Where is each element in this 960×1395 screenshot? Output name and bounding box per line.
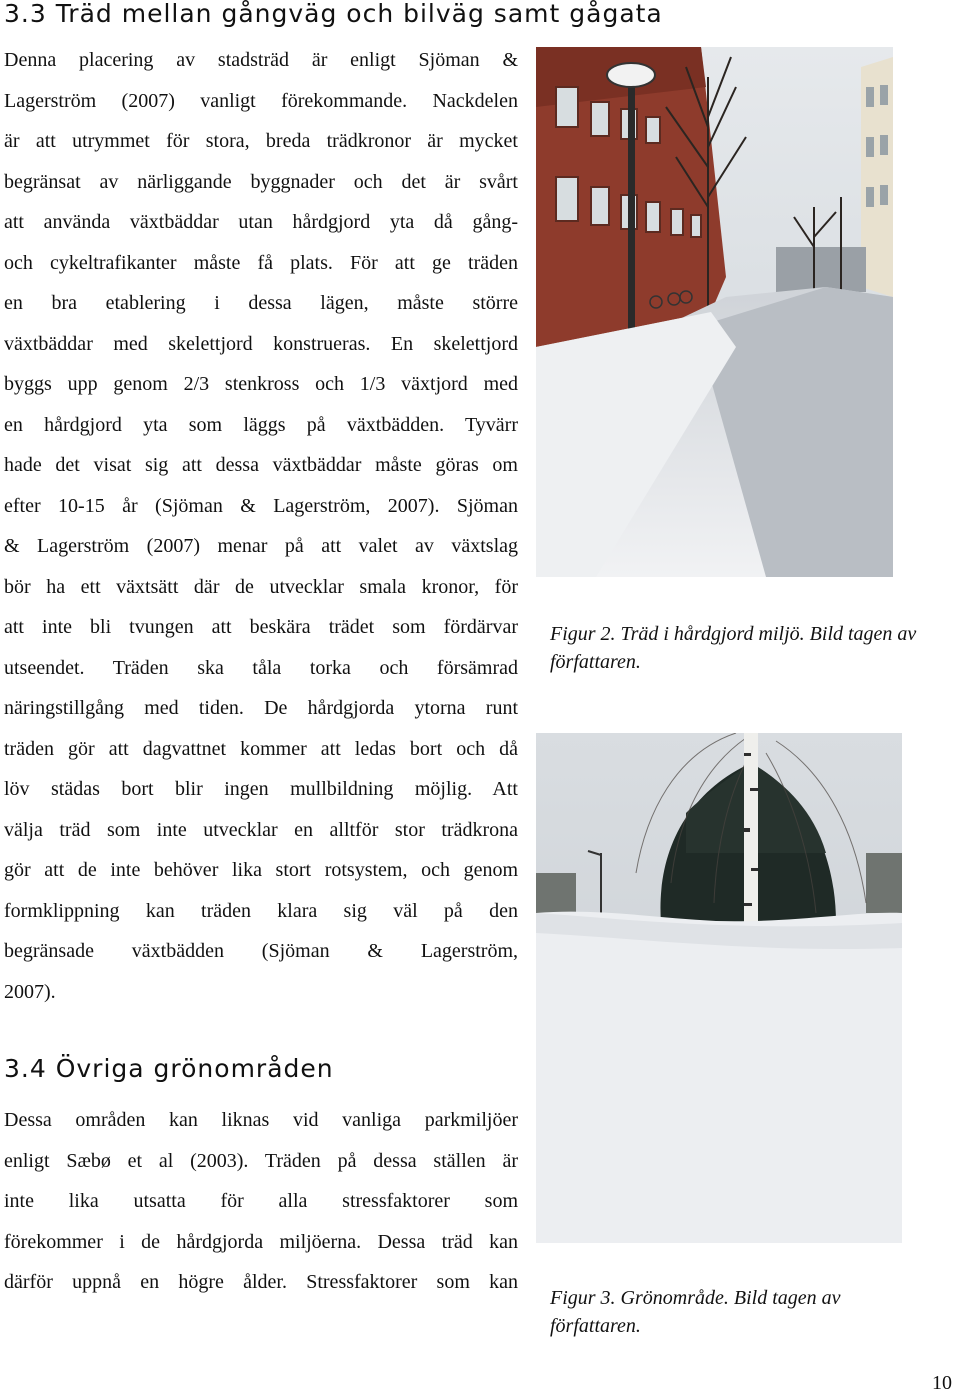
- page-number: 10: [932, 1372, 952, 1394]
- text-line: hade det visat sig att dessa växtbäddar måste göras om: [4, 454, 518, 476]
- text-line: förekommer i de hårdgjorda miljöerna. Dessa träd kan: [4, 1230, 518, 1253]
- text-line: begränsat av närliggande byggnader och det är svårt: [4, 170, 518, 193]
- text-line: välja träd som inte utvecklar en alltför stor trädkrona: [4, 818, 518, 841]
- text-line: bör ha ett växtsätt där de utvecklar smala kronor, för: [4, 575, 518, 598]
- text-line: & Lagerström (2007) menar på att valet av växtslag: [4, 535, 518, 557]
- text-line: byggs upp genom 2/3 stenkross och 1/3 växtjord med: [4, 373, 518, 395]
- text-line: formklippning kan träden klara sig väl på den: [4, 899, 518, 922]
- text-line: Lagerström (2007) vanligt förekommande. Nackdelen: [4, 89, 518, 112]
- text-line: och cykeltrafikanter måste få plats. För att ge träden: [4, 251, 518, 274]
- text-line: växtbäddar med skelettjord konstrueras. En skelettjord: [4, 332, 518, 355]
- text-line: utseendet. Träden ska tåla torka och försämrad: [4, 656, 518, 679]
- figure-3-photo: [536, 733, 902, 1243]
- section-3-4-body: [4, 1100, 518, 1303]
- figure-3-caption: Figur 3. Grönområde. Bild tagen av författaren.: [550, 1287, 841, 1337]
- section-3-3-body: [4, 40, 518, 1012]
- figure-2-caption: Figur 2. Träd i hårdgjord miljö. Bild tagen av författaren.: [550, 623, 917, 673]
- text-line: efter 10-15 år (Sjöman & Lagerström, 2007). Sjöman: [4, 494, 518, 517]
- text-line: träden gör att dagvattnet kommer att ledas bort och då: [4, 737, 518, 760]
- text-line: därför uppnå en högre ålder. Stressfaktorer som kan: [4, 1271, 518, 1293]
- text-line: enligt Sæbø et al (2003). Träden på dessa ställen är: [4, 1149, 518, 1172]
- text-line: en hårdgjord yta som läggs på växtbädden. Tyvärr: [4, 413, 518, 436]
- text-line: att använda växtbäddar utan hårdgjord yta då gång-: [4, 211, 518, 233]
- text-line: näringstillgång med tiden. De hårdgjorda ytorna runt: [4, 697, 518, 719]
- text-line: begränsade växtbädden (Sjöman & Lagerström,: [4, 940, 518, 962]
- text-line: 2007).: [4, 980, 56, 1003]
- section-heading-3-3: 3.3 Träd mellan gångväg och bilväg samt gågata: [4, 0, 663, 28]
- text-line: att inte bli tvungen att beskära trädet som fördärvar: [4, 616, 518, 638]
- text-line: löv städas bort blir ingen mullbildning möjlig. Att: [4, 778, 518, 800]
- text-line: gör att de inte behöver lika stort rotsystem, och genom: [4, 859, 518, 881]
- section-heading-3-4: 3.4 Övriga grönområden: [4, 1054, 334, 1083]
- text-line: är att utrymmet för stora, breda trädkronor är mycket: [4, 130, 518, 152]
- figure-2-photo: [536, 47, 893, 577]
- text-line: Dessa områden kan liknas vid vanliga parkmiljöer: [4, 1109, 518, 1131]
- text-line: Denna placering av stadsträd är enligt Sjöman &: [4, 49, 518, 71]
- text-line: inte lika utsatta för alla stressfaktorer som: [4, 1190, 518, 1212]
- text-line: en bra etablering i dessa lägen, måste större: [4, 292, 518, 314]
